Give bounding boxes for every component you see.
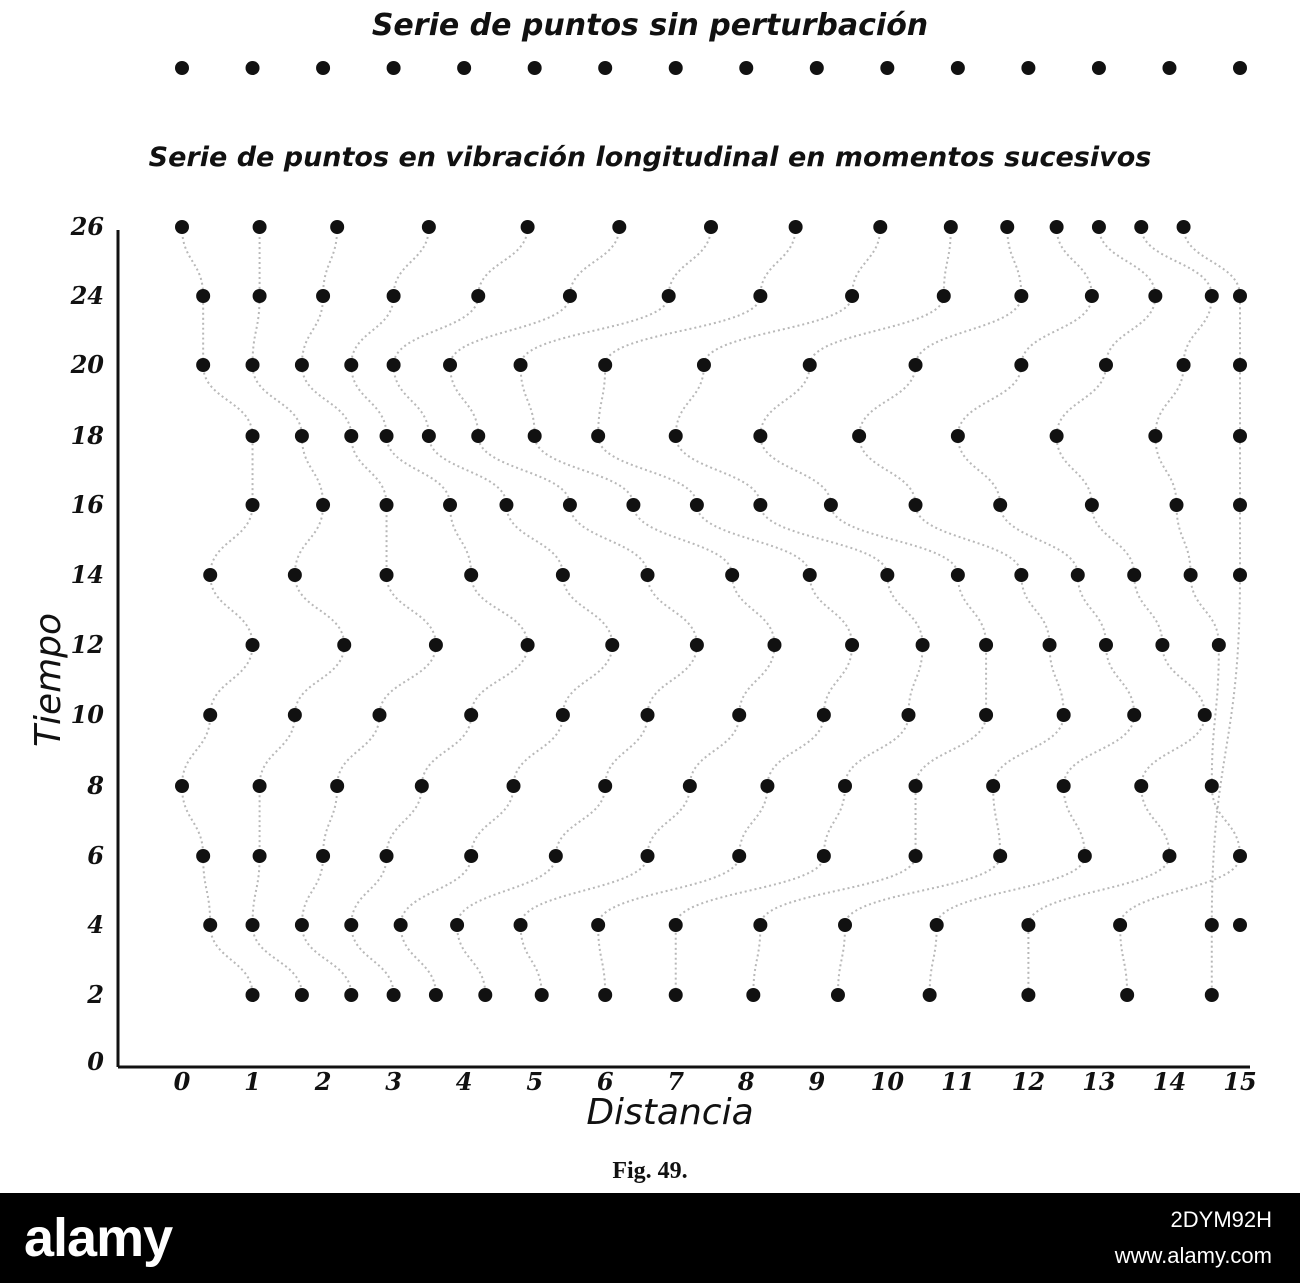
point-t24-13 <box>1205 289 1219 303</box>
point-t16-6 <box>626 498 640 512</box>
point-t18-2 <box>344 429 358 443</box>
x-tick-15: 15 <box>1223 1067 1257 1096</box>
point-t10-12 <box>1198 708 1212 722</box>
point-t12-7 <box>845 638 859 652</box>
undisturbed-point-12 <box>1021 61 1035 75</box>
y-tick-20: 20 <box>70 350 104 379</box>
point-t16-0 <box>246 498 260 512</box>
y-axis-label: Tiempo <box>28 612 69 748</box>
point-t16-11 <box>993 498 1007 512</box>
point-t4-11 <box>930 918 944 932</box>
point-t12-5 <box>690 638 704 652</box>
point-t12-6 <box>767 638 781 652</box>
undisturbed-point-4 <box>457 61 471 75</box>
y-tick-18: 18 <box>70 421 104 450</box>
point-t18-1 <box>295 429 309 443</box>
point-t6-1 <box>253 849 267 863</box>
point-t26-13 <box>1134 220 1148 234</box>
point-t4-0 <box>203 918 217 932</box>
undisturbed-point-15 <box>1233 61 1247 75</box>
undisturbed-point-5 <box>528 61 542 75</box>
undisturbed-point-10 <box>880 61 894 75</box>
point-t6-10 <box>993 849 1007 863</box>
point-t8-13 <box>1205 779 1219 793</box>
watermark-bar <box>0 1193 1300 1283</box>
point-t14-6 <box>725 568 739 582</box>
point-t8-1 <box>253 779 267 793</box>
point-t14-5 <box>641 568 655 582</box>
point-t16-1 <box>316 498 330 512</box>
x-tick-3: 3 <box>385 1067 402 1096</box>
point-t6-6 <box>641 849 655 863</box>
wave-curve-6 <box>521 227 775 995</box>
point-t2-7 <box>598 988 612 1002</box>
point-t2-11 <box>923 988 937 1002</box>
point-t2-9 <box>746 988 760 1002</box>
point-t18-10 <box>852 429 866 443</box>
point-t14-13 <box>1184 568 1198 582</box>
point-t6-13 <box>1233 849 1247 863</box>
point-t16-2 <box>380 498 394 512</box>
wave-curve-3 <box>351 227 527 995</box>
point-t6-4 <box>464 849 478 863</box>
undisturbed-point-8 <box>739 61 753 75</box>
point-t16-14 <box>1233 498 1247 512</box>
x-tick-0: 0 <box>173 1067 191 1096</box>
x-tick-9: 9 <box>808 1067 826 1096</box>
undisturbed-point-14 <box>1162 61 1176 75</box>
point-t18-14 <box>1233 429 1247 443</box>
point-t20-8 <box>697 358 711 372</box>
point-t6-7 <box>732 849 746 863</box>
y-tick-8: 8 <box>87 771 104 800</box>
x-tick-13: 13 <box>1082 1067 1116 1096</box>
point-t16-5 <box>563 498 577 512</box>
point-t8-8 <box>838 779 852 793</box>
x-tick-4: 4 <box>455 1067 473 1096</box>
point-t4-6 <box>514 918 528 932</box>
point-t18-8 <box>669 429 683 443</box>
point-t12-10 <box>1043 638 1057 652</box>
point-t18-11 <box>951 429 965 443</box>
point-t24-14 <box>1233 289 1247 303</box>
point-t12-12 <box>1155 638 1169 652</box>
y-tick-16: 16 <box>70 490 104 519</box>
point-t18-13 <box>1148 429 1162 443</box>
y-tick-14: 14 <box>70 560 104 589</box>
point-t2-2 <box>344 988 358 1002</box>
point-t10-3 <box>464 708 478 722</box>
x-tick-8: 8 <box>737 1067 755 1096</box>
y-tick-10: 10 <box>70 700 104 729</box>
point-t26-3 <box>422 220 436 234</box>
point-t24-9 <box>937 289 951 303</box>
y-tick-26: 26 <box>70 212 104 241</box>
point-t20-9 <box>803 358 817 372</box>
undisturbed-point-0 <box>175 61 189 75</box>
point-t12-8 <box>916 638 930 652</box>
point-t20-7 <box>598 358 612 372</box>
point-t24-0 <box>196 289 210 303</box>
point-t8-5 <box>598 779 612 793</box>
wave-curve-11 <box>930 227 1135 995</box>
point-t14-4 <box>556 568 570 582</box>
point-t16-8 <box>753 498 767 512</box>
point-t14-11 <box>1071 568 1085 582</box>
undisturbed-point-7 <box>669 61 683 75</box>
point-t16-12 <box>1085 498 1099 512</box>
point-t8-11 <box>1057 779 1071 793</box>
wave-curve-7 <box>598 227 852 995</box>
point-t18-7 <box>591 429 605 443</box>
point-t8-6 <box>683 779 697 793</box>
point-t20-12 <box>1099 358 1113 372</box>
y-tick-24: 24 <box>70 281 104 310</box>
point-t12-11 <box>1099 638 1113 652</box>
point-t10-7 <box>817 708 831 722</box>
point-t6-3 <box>380 849 394 863</box>
y-tick-6: 6 <box>87 841 104 870</box>
point-t14-7 <box>803 568 817 582</box>
point-t2-5 <box>478 988 492 1002</box>
undisturbed-point-3 <box>387 61 401 75</box>
point-t14-1 <box>288 568 302 582</box>
wave-curves <box>182 227 1240 995</box>
x-tick-5: 5 <box>526 1067 544 1096</box>
point-t6-2 <box>316 849 330 863</box>
point-t14-0 <box>203 568 217 582</box>
point-t20-11 <box>1014 358 1028 372</box>
wave-curve-4 <box>394 227 613 995</box>
point-t2-13 <box>1120 988 1134 1002</box>
point-t24-7 <box>753 289 767 303</box>
point-t24-12 <box>1148 289 1162 303</box>
undisturbed-point-13 <box>1092 61 1106 75</box>
point-t24-5 <box>563 289 577 303</box>
point-t20-5 <box>443 358 457 372</box>
point-t20-6 <box>514 358 528 372</box>
point-t24-10 <box>1014 289 1028 303</box>
x-tick-10: 10 <box>870 1067 905 1096</box>
point-t6-0 <box>196 849 210 863</box>
point-t24-2 <box>316 289 330 303</box>
point-t12-2 <box>429 638 443 652</box>
point-t2-0 <box>246 988 260 1002</box>
point-t20-2 <box>295 358 309 372</box>
point-t18-12 <box>1050 429 1064 443</box>
point-t16-3 <box>443 498 457 512</box>
axes <box>118 230 1250 1067</box>
point-t10-5 <box>641 708 655 722</box>
point-t16-10 <box>909 498 923 512</box>
undisturbed-point-6 <box>598 61 612 75</box>
point-t10-1 <box>288 708 302 722</box>
point-t16-4 <box>499 498 513 512</box>
point-t26-9 <box>944 220 958 234</box>
undisturbed-point-9 <box>810 61 824 75</box>
point-t4-4 <box>394 918 408 932</box>
point-t14-10 <box>1014 568 1028 582</box>
watermark-url: www.alamy.com <box>1114 1243 1272 1268</box>
point-t24-8 <box>845 289 859 303</box>
point-t2-4 <box>429 988 443 1002</box>
point-t10-11 <box>1127 708 1141 722</box>
point-t12-9 <box>979 638 993 652</box>
point-t16-7 <box>690 498 704 512</box>
point-t26-14 <box>1177 220 1191 234</box>
y-tick-4: 4 <box>87 910 104 939</box>
point-t14-8 <box>880 568 894 582</box>
point-t8-2 <box>330 779 344 793</box>
point-t14-3 <box>464 568 478 582</box>
x-tick-7: 7 <box>667 1067 685 1096</box>
point-t24-1 <box>253 289 267 303</box>
vibration-points <box>175 220 1247 1002</box>
wave-curve-12 <box>1028 227 1204 995</box>
point-t20-13 <box>1177 358 1191 372</box>
wave-curve-14 <box>1184 227 1240 995</box>
point-t18-4 <box>422 429 436 443</box>
wave-curve-13 <box>1120 227 1240 995</box>
wave-curve-8 <box>676 227 923 995</box>
point-t18-3 <box>380 429 394 443</box>
point-t8-12 <box>1134 779 1148 793</box>
point-t4-1 <box>246 918 260 932</box>
point-t4-9 <box>753 918 767 932</box>
point-t4-15 <box>1233 918 1247 932</box>
point-t12-0 <box>246 638 260 652</box>
point-t18-9 <box>753 429 767 443</box>
wave-curve-1 <box>253 227 345 995</box>
point-t16-9 <box>824 498 838 512</box>
point-t26-6 <box>704 220 718 234</box>
point-t2-3 <box>387 988 401 1002</box>
point-t26-12 <box>1092 220 1106 234</box>
point-t26-7 <box>789 220 803 234</box>
point-t4-8 <box>669 918 683 932</box>
point-t26-8 <box>873 220 887 234</box>
point-t12-1 <box>337 638 351 652</box>
point-t2-12 <box>1021 988 1035 1002</box>
point-t14-14 <box>1233 568 1247 582</box>
point-t20-1 <box>246 358 260 372</box>
point-t24-6 <box>662 289 676 303</box>
point-t24-11 <box>1085 289 1099 303</box>
y-tick-2: 2 <box>87 980 104 1009</box>
point-t20-14 <box>1233 358 1247 372</box>
point-t2-1 <box>295 988 309 1002</box>
point-t16-13 <box>1170 498 1184 512</box>
point-t8-10 <box>986 779 1000 793</box>
point-t4-14 <box>1205 918 1219 932</box>
chart-title: Serie de puntos sin perturbación <box>371 8 929 43</box>
point-t6-11 <box>1078 849 1092 863</box>
point-t26-5 <box>612 220 626 234</box>
x-tick-2: 2 <box>314 1067 332 1096</box>
undisturbed-point-11 <box>951 61 965 75</box>
figure-caption: Fig. 49. <box>612 1158 688 1184</box>
point-t26-1 <box>253 220 267 234</box>
chart-subtitle: Serie de puntos en vibración longitudinal en momentos sucesivos <box>148 142 1152 173</box>
point-t10-6 <box>732 708 746 722</box>
point-t26-10 <box>1000 220 1014 234</box>
wave-curve-5 <box>450 227 697 995</box>
point-t14-2 <box>380 568 394 582</box>
point-t26-4 <box>521 220 535 234</box>
point-t14-9 <box>951 568 965 582</box>
point-t18-5 <box>471 429 485 443</box>
undisturbed-point-1 <box>246 61 260 75</box>
point-t6-8 <box>817 849 831 863</box>
point-t20-4 <box>387 358 401 372</box>
y-tick-0: 0 <box>87 1047 104 1076</box>
wave-curve-10 <box>838 227 1064 995</box>
x-tick-14: 14 <box>1152 1067 1187 1096</box>
point-t24-3 <box>387 289 401 303</box>
undisturbed-points <box>175 61 1247 75</box>
image-id: 2DYM92H <box>1170 1207 1272 1232</box>
point-t24-4 <box>471 289 485 303</box>
point-t20-3 <box>344 358 358 372</box>
point-t14-12 <box>1127 568 1141 582</box>
point-t4-5 <box>450 918 464 932</box>
point-t6-5 <box>549 849 563 863</box>
point-t4-7 <box>591 918 605 932</box>
point-t4-10 <box>838 918 852 932</box>
wave-curve-0 <box>182 227 253 995</box>
x-tick-12: 12 <box>1011 1067 1046 1096</box>
point-t12-4 <box>605 638 619 652</box>
point-t2-6 <box>535 988 549 1002</box>
point-t10-10 <box>1057 708 1071 722</box>
point-t8-4 <box>507 779 521 793</box>
point-t10-2 <box>372 708 386 722</box>
y-tick-labels <box>70 212 105 1076</box>
point-t8-0 <box>175 779 189 793</box>
point-t4-3 <box>344 918 358 932</box>
point-t8-7 <box>760 779 774 793</box>
point-t12-3 <box>521 638 535 652</box>
point-t20-10 <box>909 358 923 372</box>
point-t26-0 <box>175 220 189 234</box>
x-tick-6: 6 <box>596 1067 614 1096</box>
undisturbed-point-2 <box>316 61 330 75</box>
point-t18-0 <box>246 429 260 443</box>
point-t10-0 <box>203 708 217 722</box>
point-t6-9 <box>909 849 923 863</box>
point-t8-3 <box>415 779 429 793</box>
point-t6-12 <box>1162 849 1176 863</box>
point-t4-12 <box>1021 918 1035 932</box>
point-t2-14 <box>1205 988 1219 1002</box>
point-t2-8 <box>669 988 683 1002</box>
alamy-logo: alamy <box>24 1208 173 1268</box>
point-t26-2 <box>330 220 344 234</box>
point-t18-6 <box>528 429 542 443</box>
point-t20-0 <box>196 358 210 372</box>
x-axis-label: Distancia <box>586 1092 754 1133</box>
point-t10-9 <box>979 708 993 722</box>
x-tick-11: 11 <box>941 1067 975 1096</box>
point-t2-10 <box>831 988 845 1002</box>
point-t10-4 <box>556 708 570 722</box>
point-t4-2 <box>295 918 309 932</box>
point-t8-9 <box>909 779 923 793</box>
point-t4-13 <box>1113 918 1127 932</box>
x-tick-1: 1 <box>244 1067 261 1096</box>
point-t12-13 <box>1212 638 1226 652</box>
point-t10-8 <box>901 708 915 722</box>
point-t26-11 <box>1050 220 1064 234</box>
y-tick-12: 12 <box>70 630 104 659</box>
